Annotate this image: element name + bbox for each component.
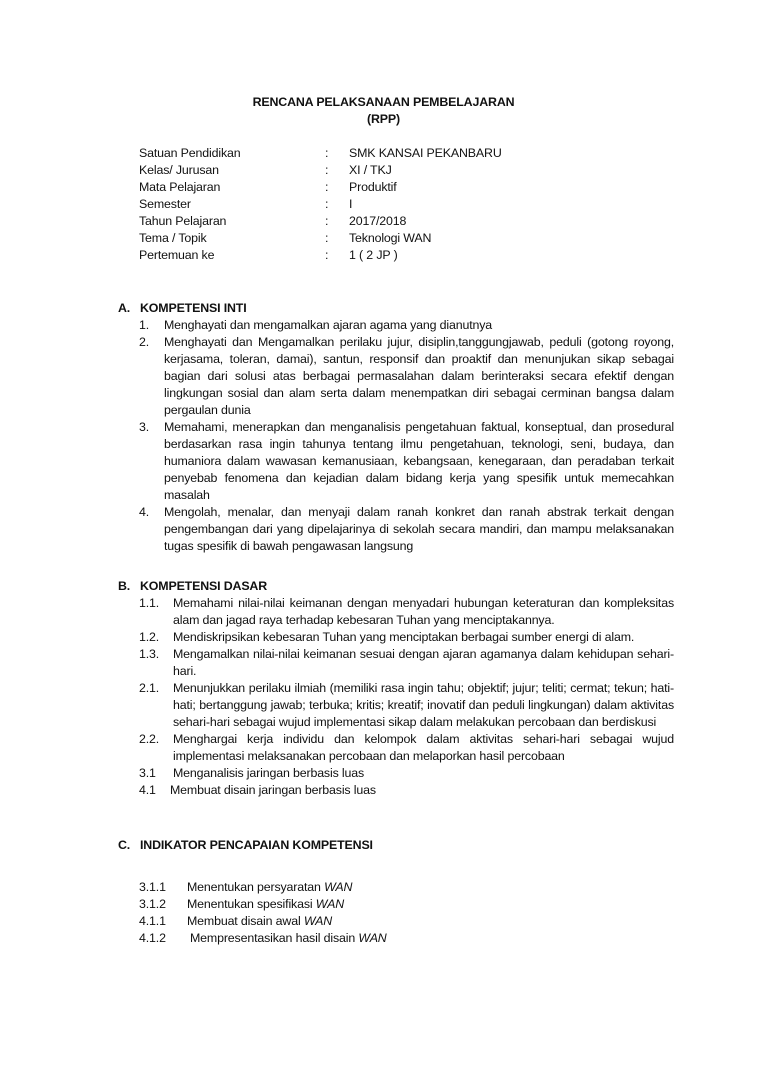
item-number: 1.1. xyxy=(139,596,160,610)
identity-row xyxy=(139,162,539,179)
identity-value: 2017/2018 xyxy=(349,214,407,228)
list-item xyxy=(118,782,671,799)
section-letter: A. xyxy=(118,301,131,315)
identity-value: SMK KANSAI PEKANBARU xyxy=(349,146,502,160)
item-text: Memahami, menerapkan dan menganalisis pengetahuan faktual, konseptual, dan prosedural berdasarkan rasa ingin tahunya tentang ilmu pengetahuan, teknologi, seni, budaya, dan humaniora dalam wawasan kemanusiaan, kebangsaan, kenegaraan, dan peradaban terkait penyebab fenomena dan kejadian dalam bidang kerja yang spesifik untuk memecahkan masalah xyxy=(164,420,674,502)
item-number: 4.1.2 xyxy=(139,931,166,945)
identity-value: 1 ( 2 JP ) xyxy=(349,248,398,262)
list-item xyxy=(118,930,678,947)
list-item xyxy=(118,646,674,680)
identity-value: XI / TKJ xyxy=(349,163,392,177)
list-item xyxy=(118,913,678,930)
item-text: Memahami nilai-nilai keimanan dengan menyadari hubungan keteraturan dan kompleksitas alam dan jagad raya terhadap kebesaran Tuhan yang menciptakannya. xyxy=(173,596,674,627)
document-title xyxy=(118,94,649,128)
item-italic-term: WAN xyxy=(315,897,345,911)
identity-value: I xyxy=(349,197,353,211)
section-title: INDIKATOR PENCAPAIAN KOMPETENSI xyxy=(140,838,373,852)
item-number: 1.3. xyxy=(139,647,160,661)
item-number: 4. xyxy=(139,505,150,519)
section-heading xyxy=(118,837,678,854)
item-text: Menghayati dan Mengamalkan perilaku jujur, disiplin,tanggungjawab, peduli (gotong royong, kerjasama, toleran, damai), santun, responsif dan proaktif dan menunjukan sikap sebagai bagian dari solusi atas berbagai permasalahan dalam berinteraksi secara efektif dengan lingkungan sosial dan alam serta dalam menempatkan diri sebagai cerminan bangsa dalam pergaulan dunia xyxy=(164,335,674,417)
item-text: Menghargai kerja individu dan kelompok dalam aktivitas sehari-hari sebagai wujud implementasi melaksanakan percobaan dan melaporkan hasil percobaan xyxy=(173,732,674,763)
identity-row xyxy=(139,179,539,196)
item-number: 3.1.2 xyxy=(139,897,166,911)
identity-value: Produktif xyxy=(349,180,397,194)
item-text: Menentukan spesifikasi WAN xyxy=(187,897,345,911)
indicator-list xyxy=(118,879,678,947)
item-text: Membuat disain awal WAN xyxy=(187,914,333,928)
section-heading xyxy=(118,578,678,595)
section-letter: B. xyxy=(118,579,131,593)
item-text: Menghayati dan mengamalkan ajaran agama yang dianutnya xyxy=(164,318,493,332)
item-text: Mengamalkan nilai-nilai keimanan sesuai dengan ajaran agamanya dalam kehidupan sehari-hari. xyxy=(173,647,674,678)
list-item xyxy=(118,879,678,896)
identity-colon: : xyxy=(325,248,329,262)
item-italic-term: WAN xyxy=(303,914,333,928)
item-text: Mengolah, menalar, dan menyaji dalam ranah konkret dan ranah abstrak terkait dengan pengembangan dari yang dipelajarinya di sekolah secara mandiri, dan mampu melaksanakan tugas spesifik di bawah pengawasan langsung xyxy=(164,505,674,553)
identity-colon: : xyxy=(325,146,329,160)
item-text: Mendiskripsikan kebesaran Tuhan yang menciptakan berbagai sumber energi di alam. xyxy=(173,630,635,644)
identity-colon: : xyxy=(325,163,329,177)
item-number: 2.1. xyxy=(139,681,160,695)
identity-colon: : xyxy=(325,197,329,211)
item-number: 3.1.1 xyxy=(139,880,166,894)
list-item xyxy=(118,765,674,782)
item-text: Menunjukkan perilaku ilmiah (memiliki rasa ingin tahu; objektif; jujur; teliti; cermat; tekun; hati-hati; bertanggung jawab; terbuka; kritis; kreatif; inovatif dan peduli lingkungan) dalam aktivitas sehari-hari sebagai wujud implementasi sikap dalam melakukan percobaan dan berdiskusi xyxy=(173,681,674,729)
section-title: KOMPETENSI DASAR xyxy=(140,579,268,593)
list-item xyxy=(118,317,674,334)
item-text: Menentukan persyaratan WAN xyxy=(187,880,353,894)
section-title: KOMPETENSI INTI xyxy=(140,301,247,315)
list-item xyxy=(118,629,674,646)
identity-value: Teknologi WAN xyxy=(349,231,432,245)
identity-label: Pertemuan ke xyxy=(139,248,215,262)
item-italic-term: WAN xyxy=(324,880,353,894)
list-item xyxy=(118,680,674,731)
title-line-2: (RPP) xyxy=(367,112,400,126)
section-kompetensi-inti xyxy=(118,300,678,555)
section-indikator xyxy=(118,837,678,947)
item-number: 2.2. xyxy=(139,732,160,746)
item-number: 1.2. xyxy=(139,630,160,644)
list-item xyxy=(118,334,674,419)
list-item xyxy=(118,419,674,504)
list-item xyxy=(118,896,678,913)
identity-label: Semester xyxy=(139,197,191,211)
identity-label: Tema / Topik xyxy=(139,231,207,245)
item-text: Mempresentasikan hasil disain WAN xyxy=(190,931,387,945)
identity-row xyxy=(139,213,539,230)
item-number: 3. xyxy=(139,420,150,434)
item-text: Membuat disain jaringan berbasis luas xyxy=(170,783,376,797)
item-italic-term: WAN xyxy=(358,931,387,945)
item-text: Menganalisis jaringan berbasis luas xyxy=(173,766,365,780)
item-number: 3.1 xyxy=(139,766,156,780)
identity-label: Satuan Pendidikan xyxy=(139,146,241,160)
item-number: 4.1 xyxy=(139,783,156,797)
item-number: 2. xyxy=(139,335,150,349)
identity-row xyxy=(139,247,539,264)
list-item xyxy=(118,731,674,765)
identity-label: Kelas/ Jurusan xyxy=(139,163,219,177)
identity-row xyxy=(139,145,539,162)
item-number: 4.1.1 xyxy=(139,914,166,928)
identity-row xyxy=(139,230,539,247)
item-number: 1. xyxy=(139,318,150,332)
list-item xyxy=(118,504,674,555)
title-line-1: RENCANA PELAKSANAAN PEMBELAJARAN xyxy=(252,95,515,109)
identity-table xyxy=(139,145,539,264)
section-kompetensi-dasar xyxy=(118,578,678,799)
identity-colon: : xyxy=(325,214,329,228)
identity-label: Mata Pelajaran xyxy=(139,180,221,194)
identity-row xyxy=(139,196,539,213)
identity-colon: : xyxy=(325,231,329,245)
section-letter: C. xyxy=(118,838,131,852)
identity-label: Tahun Pelajaran xyxy=(139,214,227,228)
section-heading xyxy=(118,300,678,317)
list-item xyxy=(118,595,674,629)
identity-colon: : xyxy=(325,180,329,194)
